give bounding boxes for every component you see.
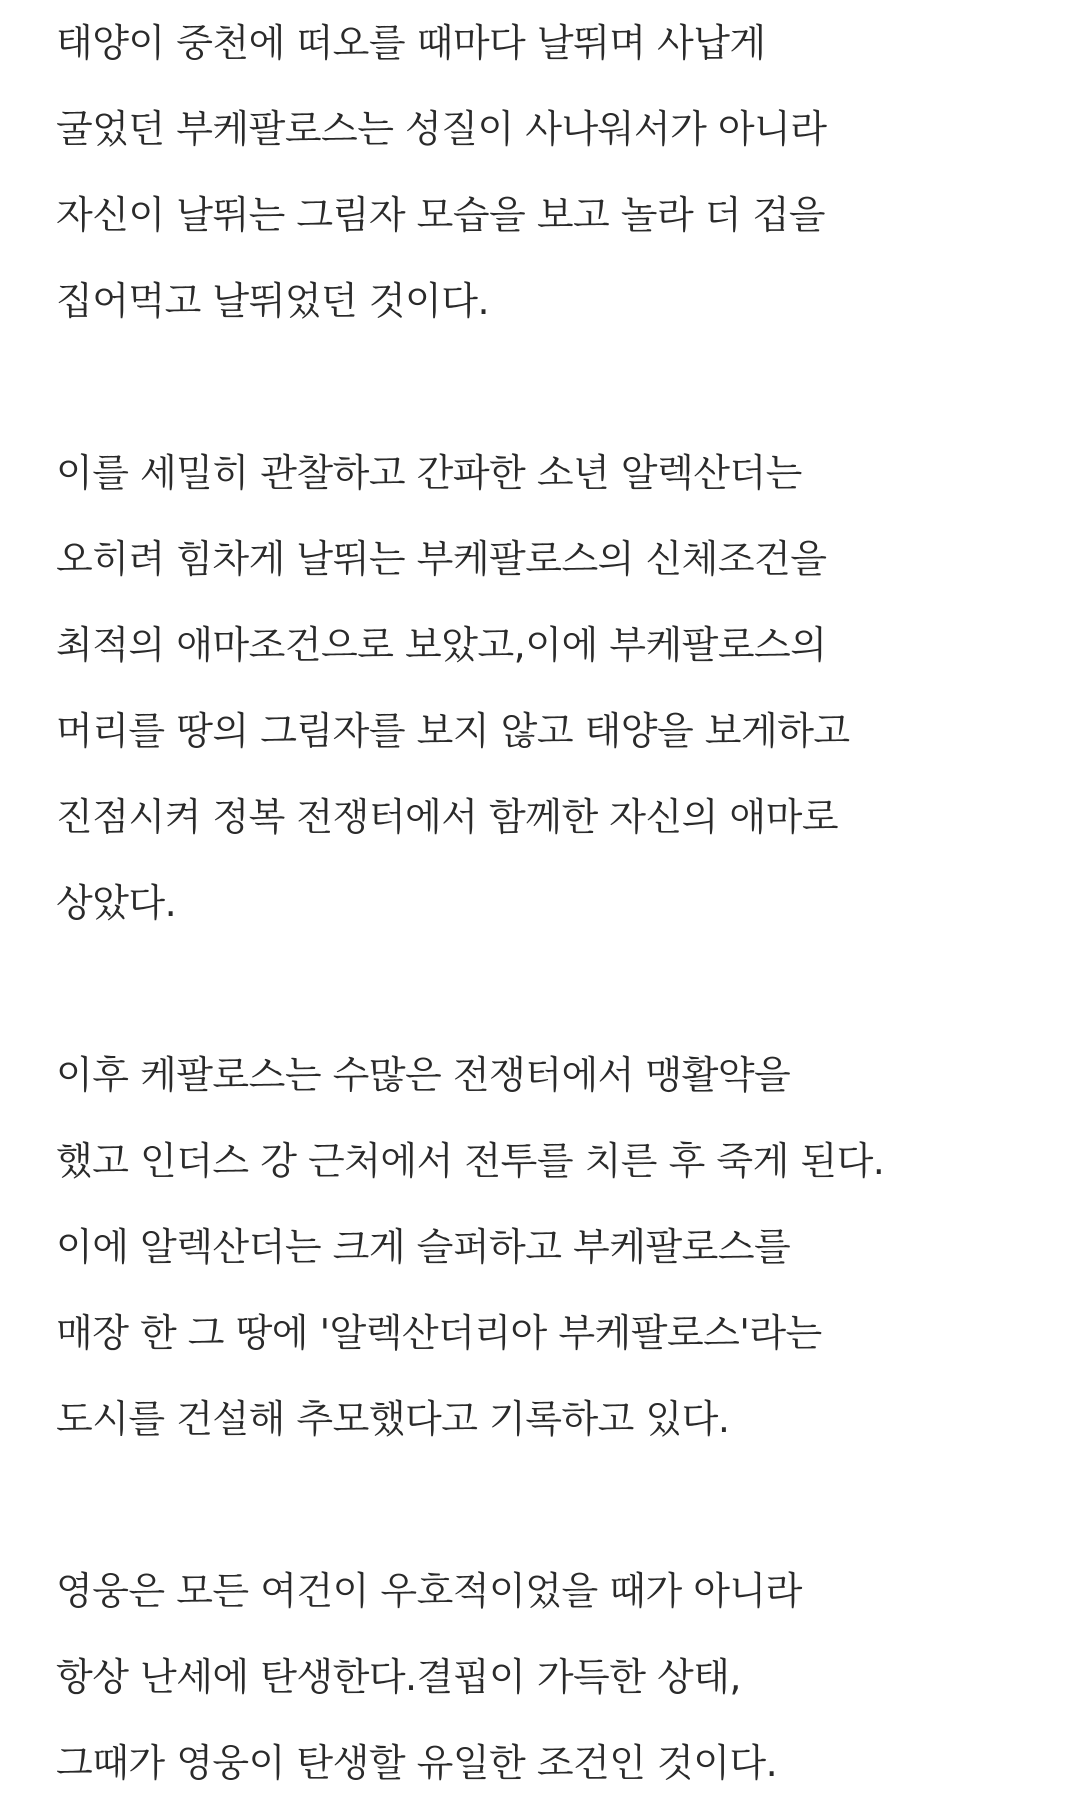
text-line: 진점시켜 정복 전쟁터에서 함께한 자신의 애마로 [56, 795, 839, 839]
paragraph-3 [56, 1032, 1066, 1462]
text-line: 이에 알렉산더는 크게 슬퍼하고 부케팔로스를 [56, 1225, 791, 1269]
text-line: 매장 한 그 땅에 '알렉산더리아 부케팔로스'라는 [56, 1311, 822, 1355]
text-line: 항상 난세에 탄생한다.결핍이 가득한 상태, [56, 1655, 742, 1699]
article-body [56, 0, 1066, 1806]
text-line: 집어먹고 날뛰었던 것이다. [56, 279, 490, 323]
paragraph-2 [56, 430, 1066, 946]
text-line: 자신이 날뛰는 그림자 모습을 보고 놀라 더 겁을 [56, 193, 826, 237]
text-line: 영웅은 모든 여건이 우호적이었을 때가 아니라 [56, 1569, 802, 1613]
text-line: 도시를 건설해 추모했다고 기록하고 있다. [56, 1397, 730, 1441]
text-line: 최적의 애마조건으로 보았고,이에 부케팔로스의 [56, 623, 827, 667]
text-line: 이후 케팔로스는 수많은 전쟁터에서 맹활약을 [56, 1053, 791, 1097]
paragraph-spacer [56, 1462, 1066, 1548]
text-line: 했고 인더스 강 근처에서 전투를 치른 후 죽게 된다. [56, 1139, 885, 1183]
text-line: 머리를 땅의 그림자를 보지 않고 태양을 보게하고 [56, 709, 850, 753]
text-line: 굴었던 부케팔로스는 성질이 사나워서가 아니라 [56, 107, 827, 151]
text-line: 태양이 중천에 떠오를 때마다 날뛰며 사납게 [56, 21, 766, 65]
paragraph-spacer [56, 946, 1066, 1032]
text-line: 이를 세밀히 관찰하고 간파한 소년 알렉산더는 [56, 451, 802, 495]
text-line: 오히려 힘차게 날뛰는 부케팔로스의 신체조건을 [56, 537, 827, 581]
text-line: 상았다. [56, 881, 177, 925]
text-line: 그때가 영웅이 탄생할 유일한 조건인 것이다. [56, 1741, 778, 1785]
paragraph-spacer [56, 344, 1066, 430]
paragraph-4 [56, 1548, 1066, 1806]
paragraph-1 [56, 0, 1066, 344]
